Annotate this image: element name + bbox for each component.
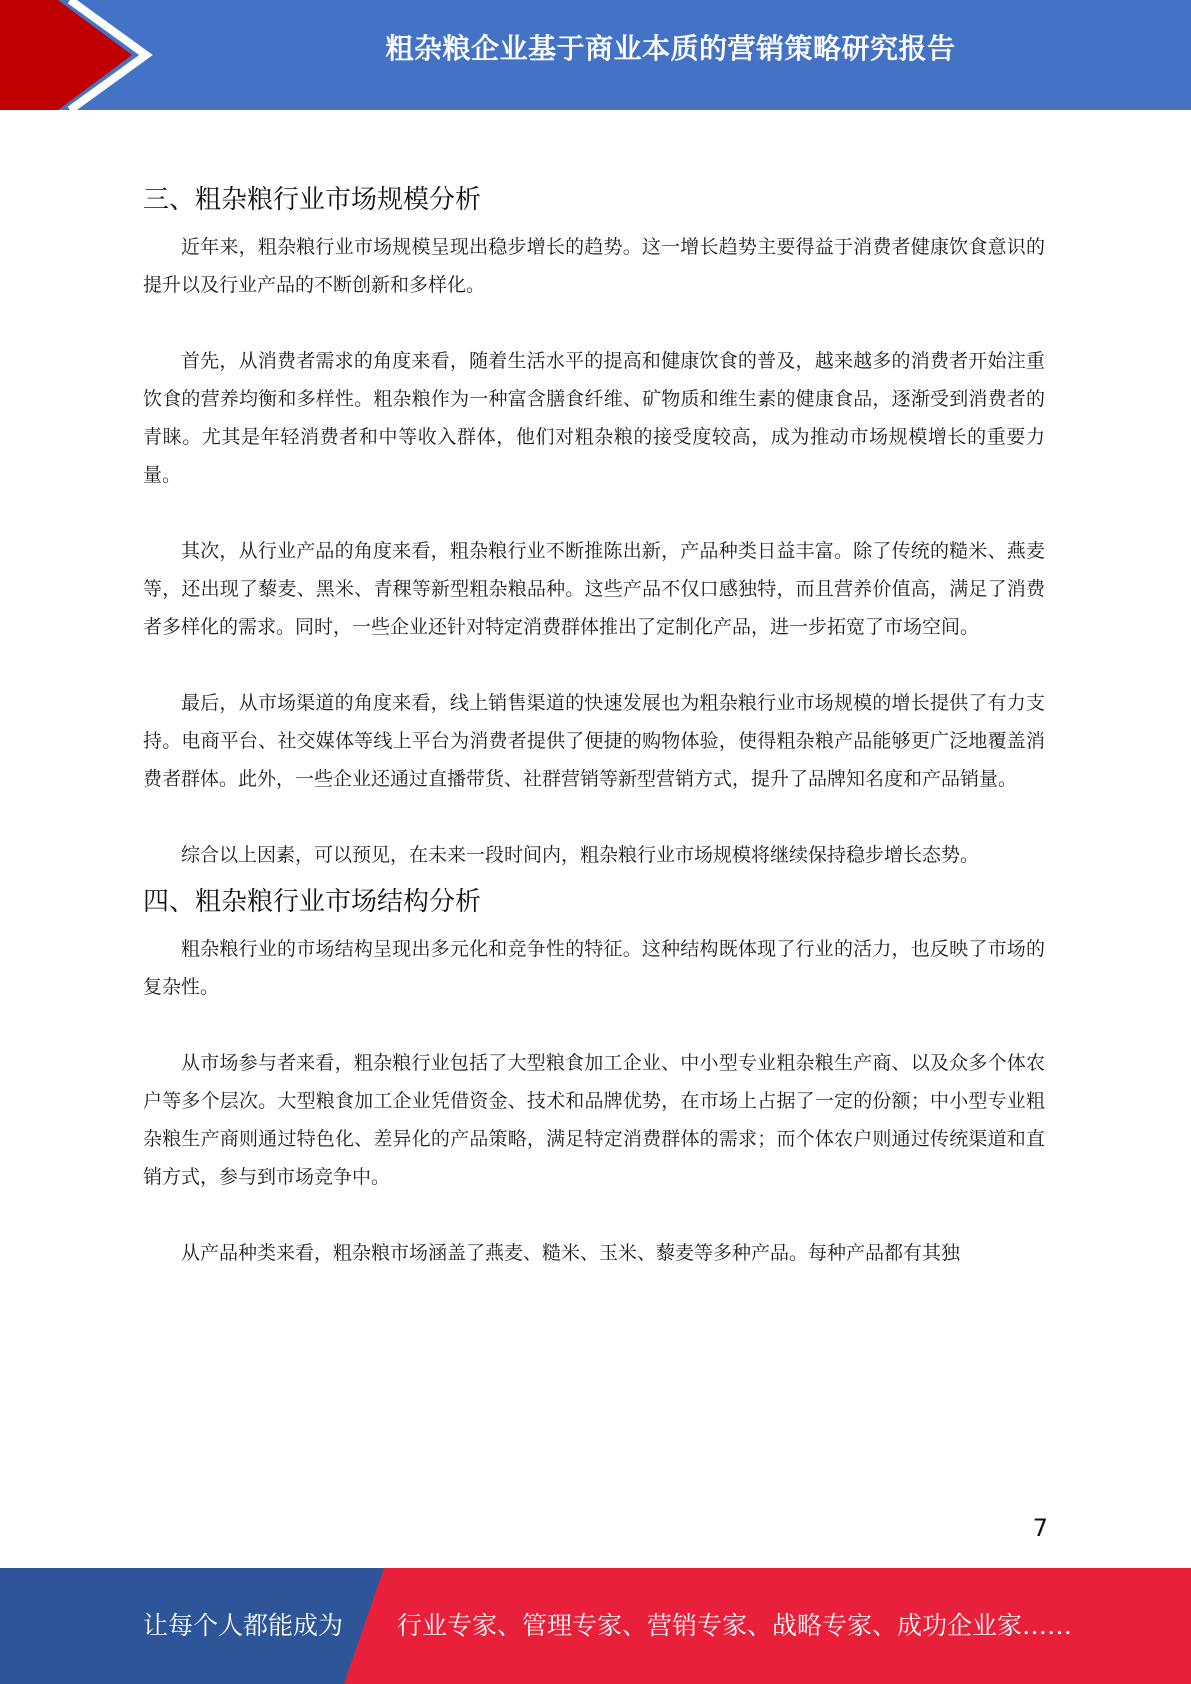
section-4-paragraph-3: 从产品种类来看，粗杂粮市场涵盖了燕麦、糙米、玉米、藜麦等多种产品。每种产品都有其独 (181, 1242, 961, 1264)
footer-slogan-left: 让每个人都能成为 (143, 1611, 344, 1640)
footer-banner (0, 1568, 1191, 1684)
section-4-heading: 四、粗杂粮行业市场结构分析 (143, 887, 482, 917)
footer-slogan-right: 行业专家、管理专家、营销专家、战略专家、成功企业家…… (397, 1611, 1073, 1640)
section-3-paragraph-3: 其次，从行业产品的角度来看，粗杂粮行业不断推陈出新，产品种类日益丰富。除了传统的糙米、燕麦等，还出现了藜麦、黑米、青稞等新型粗杂粮品种。这些产品不仅口感独特，而且营养价值高，满足了消费者多样化的需求。同时，一些企业还针对特定消费群体推出了定制化产品，进一步拓宽了市场空间。 (143, 540, 1045, 638)
page-number: 7 (1032, 1514, 1048, 1542)
section-4-paragraph-1: 粗杂粮行业的市场结构呈现出多元化和竞争性的特征。这种结构既体现了行业的活力，也反映了市场的复杂性。 (143, 938, 1045, 998)
section-3-paragraph-4: 最后，从市场渠道的角度来看，线上销售渠道的快速发展也为粗杂粮行业市场规模的增长提供了有力支持。电商平台、社交媒体等线上平台为消费者提供了便捷的购物体验，使得粗杂粮产品能够更广泛地覆盖消费者群体。此外，一些企业还通过直播带货、社群营销等新型营销方式，提升了品牌知名度和产品销量。 (143, 692, 1045, 790)
report-title: 粗杂粮企业基于商业本质的营销策略研究报告 (385, 32, 956, 65)
section-4-paragraph-2: 从市场参与者来看，粗杂粮行业包括了大型粮食加工企业、中小型专业粗杂粮生产商、以及众多个体农户等多个层次。大型粮食加工企业凭借资金、技术和品牌优势，在市场上占据了一定的份额；中小型专业粗杂粮生产商则通过特色化、差异化的产品策略，满足特定消费群体的需求；而个体农户则通过传统渠道和直销方式，参与到市场竞争中。 (143, 1052, 1045, 1188)
document-body (143, 172, 1045, 1310)
section-3-paragraph-5: 综合以上因素，可以预见，在未来一段时间内，粗杂粮行业市场规模将继续保持稳步增长态势。 (181, 844, 980, 866)
header-banner (0, 0, 1191, 110)
section-3-heading: 三、粗杂粮行业市场规模分析 (143, 185, 482, 215)
section-3-paragraph-1: 近年来，粗杂粮行业市场规模呈现出稳步增长的趋势。这一增长趋势主要得益于消费者健康饮食意识的提升以及行业产品的不断创新和多样化。 (143, 236, 1045, 296)
section-3-paragraph-2: 首先，从消费者需求的角度来看，随着生活水平的提高和健康饮食的普及，越来越多的消费者开始注重饮食的营养均衡和多样性。粗杂粮作为一种富含膳食纤维、矿物质和维生素的健康食品，逐渐受到消费者的青睐。尤其是年轻消费者和中等收入群体，他们对粗杂粮的接受度较高，成为推动市场规模增长的重要力量。 (143, 350, 1045, 486)
